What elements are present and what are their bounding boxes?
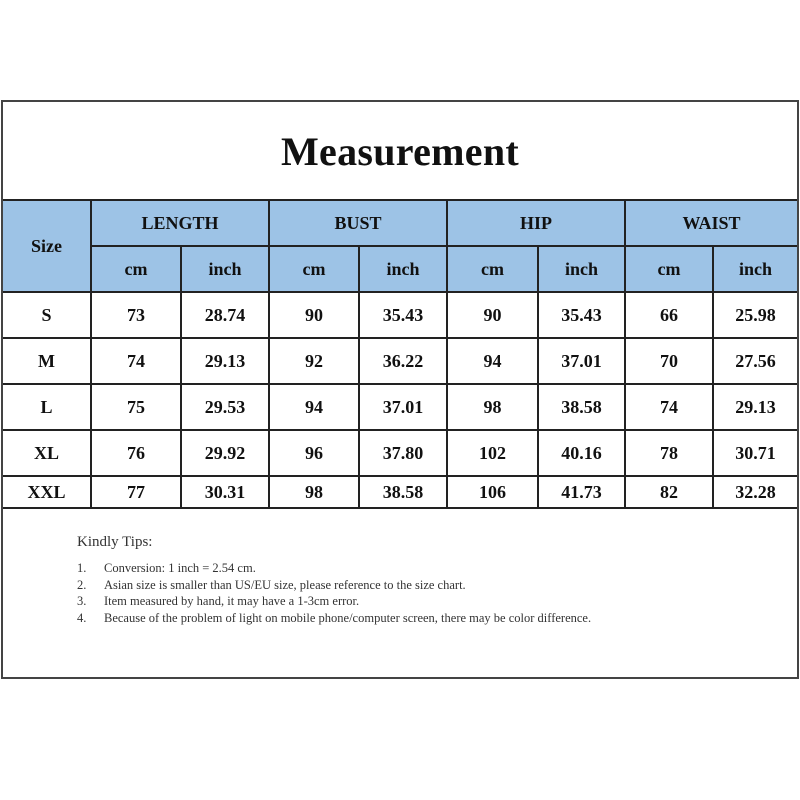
value-cell: 41.73: [538, 476, 625, 508]
tip-number: 1.: [77, 561, 87, 575]
value-cell: 70: [625, 338, 713, 384]
size-cell: XL: [3, 430, 91, 476]
value-cell: 38.58: [359, 476, 447, 508]
size-cell: M: [3, 338, 91, 384]
table-row: [3, 476, 797, 508]
unit-header: cm: [269, 246, 359, 292]
unit-header: inch: [538, 246, 625, 292]
chart-title: Measurement: [280, 128, 520, 174]
value-cell: 94: [269, 384, 359, 430]
size-chart-frame: [1, 100, 799, 679]
value-cell: 92: [269, 338, 359, 384]
table-row: [3, 292, 797, 338]
value-cell: 66: [625, 292, 713, 338]
value-cell: 30.71: [713, 430, 797, 476]
tips-heading: Kindly Tips:: [77, 534, 153, 550]
value-cell: 40.16: [538, 430, 625, 476]
kindly-tips: [77, 534, 777, 626]
value-cell: 94: [447, 338, 538, 384]
unit-header: cm: [91, 246, 181, 292]
unit-header: inch: [181, 246, 269, 292]
value-cell: 29.13: [181, 338, 269, 384]
table-row: [3, 430, 797, 476]
tip-item: [77, 610, 777, 627]
size-table: [3, 199, 797, 509]
value-cell: 77: [91, 476, 181, 508]
value-cell: 90: [447, 292, 538, 338]
value-cell: 29.53: [181, 384, 269, 430]
tip-item: [77, 560, 777, 577]
value-cell: 98: [447, 384, 538, 430]
value-cell: 82: [625, 476, 713, 508]
value-cell: 35.43: [538, 292, 625, 338]
value-cell: 28.74: [181, 292, 269, 338]
value-cell: 96: [269, 430, 359, 476]
value-cell: 29.92: [181, 430, 269, 476]
value-cell: 30.31: [181, 476, 269, 508]
value-cell: 36.22: [359, 338, 447, 384]
value-cell: 27.56: [713, 338, 797, 384]
value-cell: 29.13: [713, 384, 797, 430]
value-cell: 37.01: [359, 384, 447, 430]
unit-header: inch: [359, 246, 447, 292]
value-cell: 90: [269, 292, 359, 338]
unit-header: inch: [713, 246, 797, 292]
value-cell: 37.01: [538, 338, 625, 384]
value-cell: 37.80: [359, 430, 447, 476]
tips-list: [77, 560, 777, 626]
value-cell: 35.43: [359, 292, 447, 338]
unit-header: cm: [447, 246, 538, 292]
tip-text: Conversion: 1 inch = 2.54 cm.: [104, 561, 256, 575]
tip-item: [77, 577, 777, 594]
table-row: [3, 338, 797, 384]
tip-number: 4.: [77, 610, 87, 625]
value-cell: 74: [625, 384, 713, 430]
table-row: [3, 384, 797, 430]
tip-number: 3.: [77, 594, 87, 608]
value-cell: 106: [447, 476, 538, 508]
group-header-hip: HIP: [447, 200, 625, 246]
value-cell: 74: [91, 338, 181, 384]
size-cell: S: [3, 292, 91, 338]
value-cell: 102: [447, 430, 538, 476]
value-cell: 98: [269, 476, 359, 508]
value-cell: 25.98: [713, 292, 797, 338]
group-header-waist: WAIST: [625, 200, 797, 246]
size-column-header: Size: [3, 200, 91, 292]
tip-item: [77, 593, 777, 610]
size-cell: L: [3, 384, 91, 430]
value-cell: 73: [91, 292, 181, 338]
value-cell: 76: [91, 430, 181, 476]
value-cell: 75: [91, 384, 181, 430]
tip-text: Asian size is smaller than US/EU size, please reference to the size chart.: [104, 577, 466, 592]
group-header-length: LENGTH: [91, 200, 269, 246]
size-cell: XXL: [3, 476, 91, 508]
value-cell: 38.58: [538, 384, 625, 430]
value-cell: 32.28: [713, 476, 797, 508]
tip-text: Item measured by hand, it may have a 1-3cm error.: [104, 594, 360, 608]
tip-text: Because of the problem of light on mobile phone/computer screen, there may be color difference.: [104, 610, 592, 625]
tip-number: 2.: [77, 577, 87, 592]
value-cell: 78: [625, 430, 713, 476]
unit-header: cm: [625, 246, 713, 292]
group-header-bust: BUST: [269, 200, 447, 246]
